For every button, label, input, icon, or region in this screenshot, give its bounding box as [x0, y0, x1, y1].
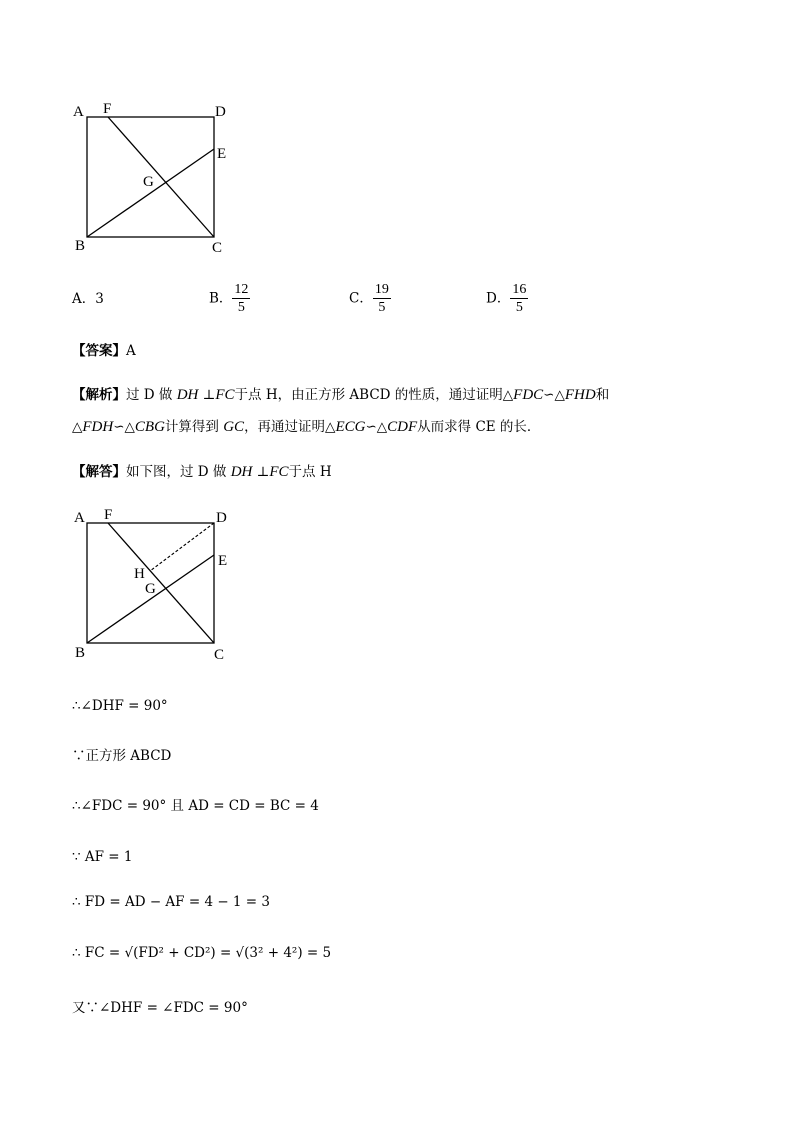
label-f: F: [103, 101, 112, 117]
option-b: [209, 281, 250, 316]
option-d: [486, 281, 528, 316]
step-7: [72, 999, 248, 1017]
analysis-tag: 【解析】: [72, 387, 126, 403]
option-a-letter: A．: [72, 291, 96, 307]
step-2-text: ∵正方形 ABCD: [72, 748, 172, 764]
option-b-letter: B．: [209, 290, 233, 307]
label-a: A: [73, 104, 84, 120]
math-fhd: FHD: [564, 387, 596, 403]
step-7-text: 又∵∠DHF = ∠FDC = 90°: [72, 1000, 248, 1016]
perp-symbol: ⊥: [256, 464, 270, 480]
step-2: [72, 747, 171, 765]
math-cbg: CBG: [134, 419, 165, 435]
step-4-text: ∵ AF = 1: [72, 849, 133, 865]
analysis-line-2: [72, 418, 540, 436]
math-ecg: ECG: [335, 419, 366, 435]
perp-symbol: ⊥: [202, 387, 216, 403]
figure-2-square-with-h: [60, 500, 250, 670]
math-fdc: FDC: [513, 387, 544, 403]
answer-line: [72, 342, 136, 360]
triangle-symbol: △: [72, 419, 83, 435]
step-5-text: ∴ FD = AD − AF = 4 − 1 = 3: [72, 894, 270, 910]
analysis-line-1: [72, 386, 609, 404]
segment-dh-dashed: [150, 523, 214, 571]
label-c: C: [214, 647, 225, 663]
option-a: [72, 290, 104, 308]
step-5: [72, 893, 270, 911]
step-6-text: ∴ FC = √(FD² + CD²) = √(3² + 4²) = 5: [72, 945, 332, 961]
similar-symbol: ∽△: [113, 419, 135, 435]
label-g: G: [143, 174, 154, 190]
analysis-text: 从而求得 CE 的长．: [417, 419, 541, 435]
analysis-text: 计算得到: [164, 419, 219, 435]
math-fc: FC: [269, 464, 289, 480]
option-d-denominator: 5: [515, 300, 523, 315]
solution-text: 如下图，过 D 做: [126, 464, 227, 480]
math-gc: GC: [223, 419, 245, 435]
label-e: E: [218, 553, 228, 569]
segment-fc: [108, 117, 214, 237]
option-b-denominator: 5: [237, 300, 245, 315]
label-b: B: [75, 238, 86, 254]
similar-symbol: ∽△: [365, 419, 388, 435]
analysis-text: 于点 H，由正方形 ABCD 的性质，通过证明△: [234, 387, 514, 403]
solution-tag: 【解答】: [72, 464, 126, 480]
figure-1-square: [60, 95, 250, 260]
option-c-denominator: 5: [378, 300, 386, 315]
option-d-letter: D．: [486, 290, 511, 307]
step-1: [72, 697, 168, 715]
analysis-text: 和: [595, 387, 610, 403]
math-fdh: FDH: [82, 419, 114, 435]
answer-value: A: [126, 343, 136, 359]
label-h: H: [134, 566, 145, 582]
step-1-text: ∴∠DHF = 90°: [72, 698, 168, 714]
option-d-fraction: [510, 281, 528, 316]
option-b-numerator: 12: [234, 282, 249, 297]
segment-fc: [108, 523, 214, 643]
label-c: C: [212, 240, 223, 256]
step-6: [72, 944, 331, 962]
math-dh: DH: [176, 387, 199, 403]
math-cdf: CDF: [387, 419, 418, 435]
solution-text: 于点 H: [288, 464, 332, 480]
segment-be: [87, 149, 214, 237]
label-a: A: [74, 510, 85, 526]
label-d: D: [215, 104, 226, 120]
label-e: E: [217, 146, 227, 162]
option-c-fraction: [373, 281, 391, 316]
option-c: [349, 281, 391, 316]
similar-symbol: ∽△: [543, 387, 565, 403]
math-dh: DH: [230, 464, 253, 480]
step-3-text: ∴∠FDC = 90° 且 AD = CD = BC = 4: [72, 798, 319, 814]
analysis-text: ，再通过证明△: [244, 419, 336, 435]
option-c-numerator: 19: [374, 282, 389, 297]
math-fc: FC: [215, 387, 235, 403]
option-b-fraction: [232, 281, 250, 316]
label-f: F: [104, 507, 113, 523]
step-4: [72, 848, 132, 866]
solution-line-1: [72, 463, 332, 481]
option-a-value: 3: [95, 291, 104, 307]
segment-be: [87, 555, 214, 643]
label-b: B: [75, 645, 86, 661]
label-d: D: [216, 510, 227, 526]
label-g: G: [145, 581, 156, 597]
option-c-letter: C．: [349, 290, 373, 307]
analysis-text: 过 D 做: [126, 387, 173, 403]
answer-tag: 【答案】: [72, 343, 126, 359]
option-d-numerator: 16: [512, 282, 527, 297]
step-3: [72, 797, 319, 815]
